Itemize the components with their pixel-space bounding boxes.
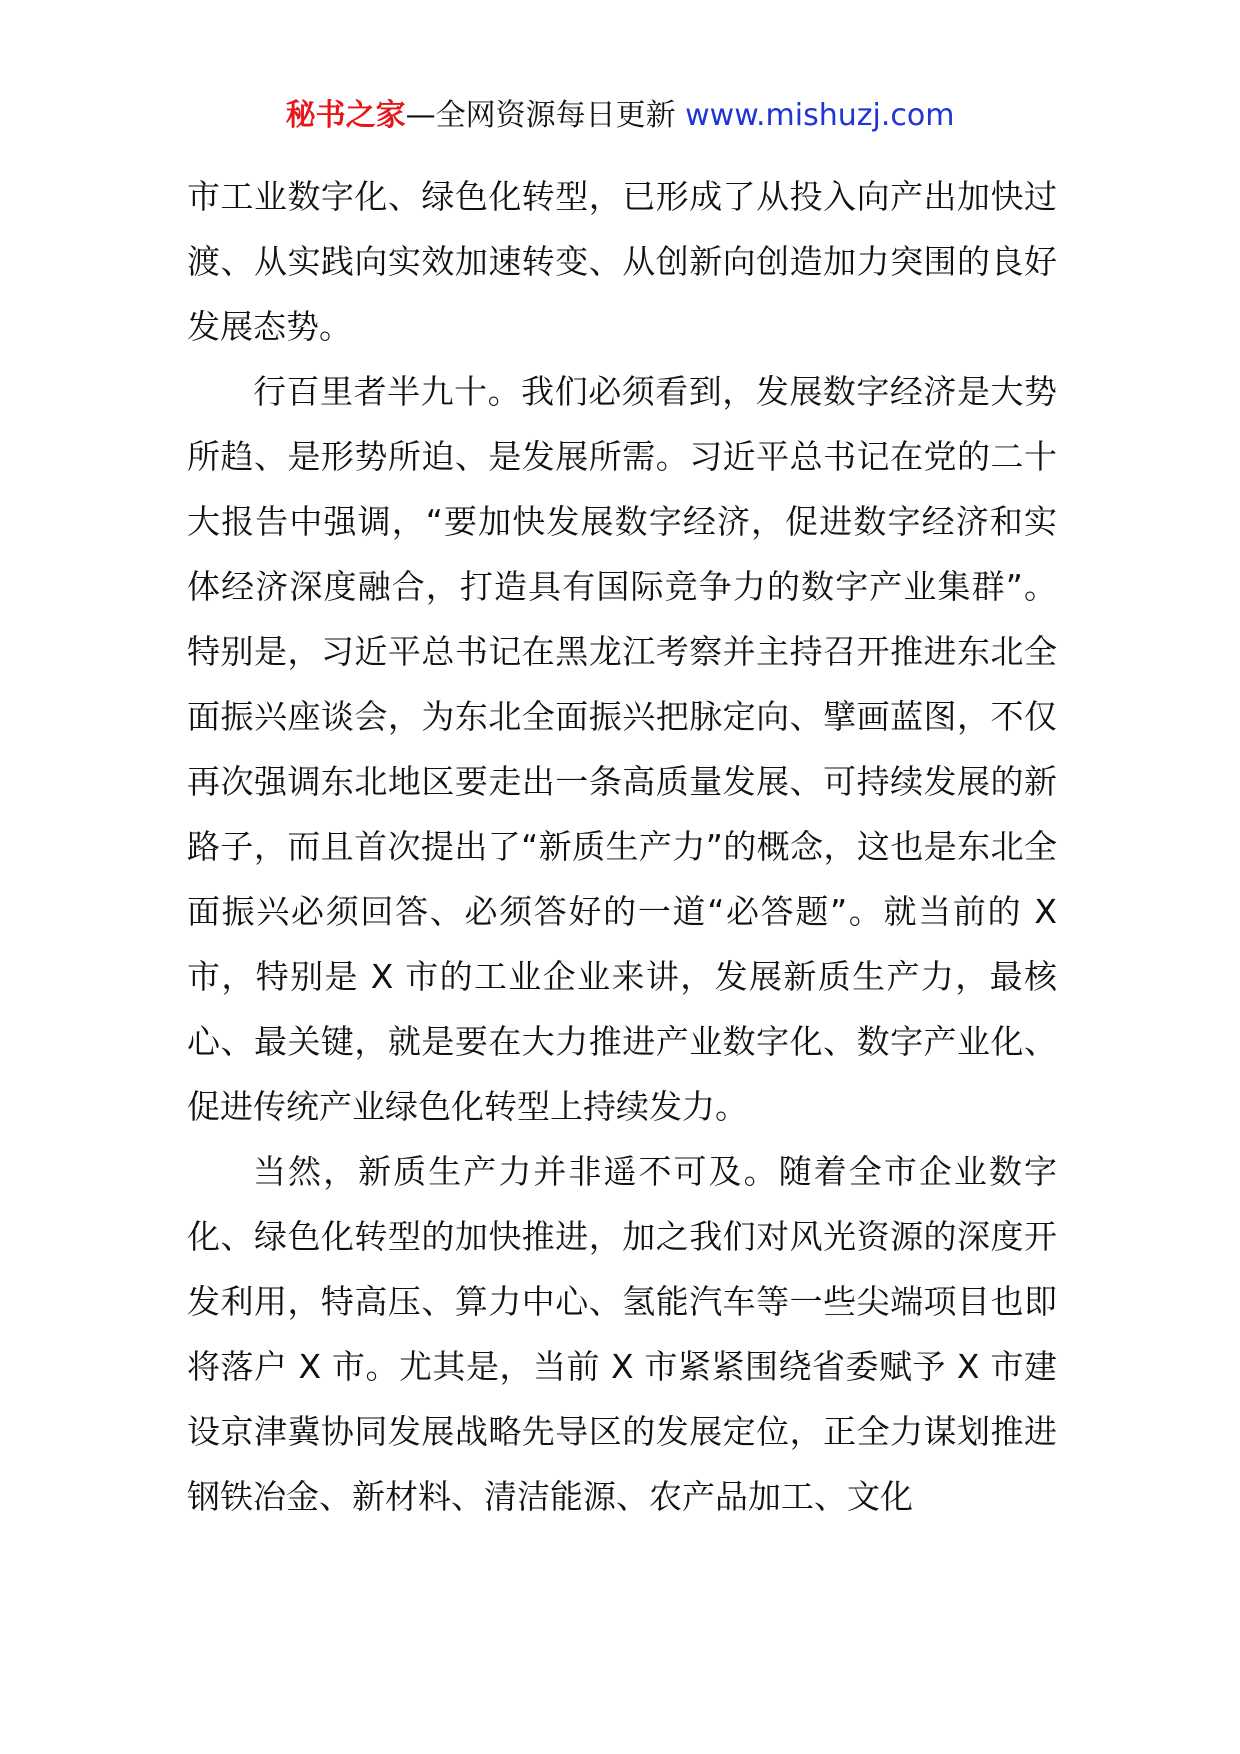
document-body bbox=[187, 164, 1057, 1529]
paragraph-digital-economy: 行百里者半九十。我们必须看到，发展数字经济是大势所趋、是形势所迫、是发展所需。习近平总书记在党的二十大报告中强调，“要加快发展数字经济，促进数字经济和实体经济深度融合，打造具有国际竞争力的数字产业集群”。特别是，习近平总书记在黑龙江考察并主持召开推进东北全面振兴座谈会，为东北全面振兴把脉定向、擘画蓝图，不仅再次强调东北地区要走出一条高质量发展、可持续发展的新路子，而且首次提出了“新质生产力”的概念，这也是东北全面振兴必须回答、必须答好的一道“必答题”。就当前的 X 市，特别是 X 市的工业企业来讲，发展新质生产力，最核心、最关键，就是要在大力推进产业数字化、数字产业化、促进传统产业绿色化转型上持续发力。 bbox=[187, 372, 1057, 1126]
site-header bbox=[0, 96, 1240, 136]
site-url-link[interactable]: www.mishuzj.com bbox=[685, 98, 955, 133]
header-tagline: —全网资源每日更新 bbox=[405, 98, 676, 133]
paragraph-continuation: 市工业数字化、绿色化转型，已形成了从投入向产出加快过渡、从实践向实效加速转变、从创新向创造加力突围的良好发展态势。 bbox=[187, 177, 1057, 346]
paragraph-new-productivity: 当然，新质生产力并非遥不可及。随着全市企业数字化、绿色化转型的加快推进，加之我们对风光资源的深度开发利用，特高压、算力中心、氢能汽车等一些尖端项目也即将落户 X 市。尤其是，当前 X 市紧紧围绕省委赋予 X 市建设京津冀协同发展战略先导区的发展定位，正全力谋划推进钢铁冶金、新材料、清洁能源、农产品加工、文化 bbox=[187, 1152, 1057, 1516]
brand-name: 秘书之家 bbox=[285, 98, 406, 133]
